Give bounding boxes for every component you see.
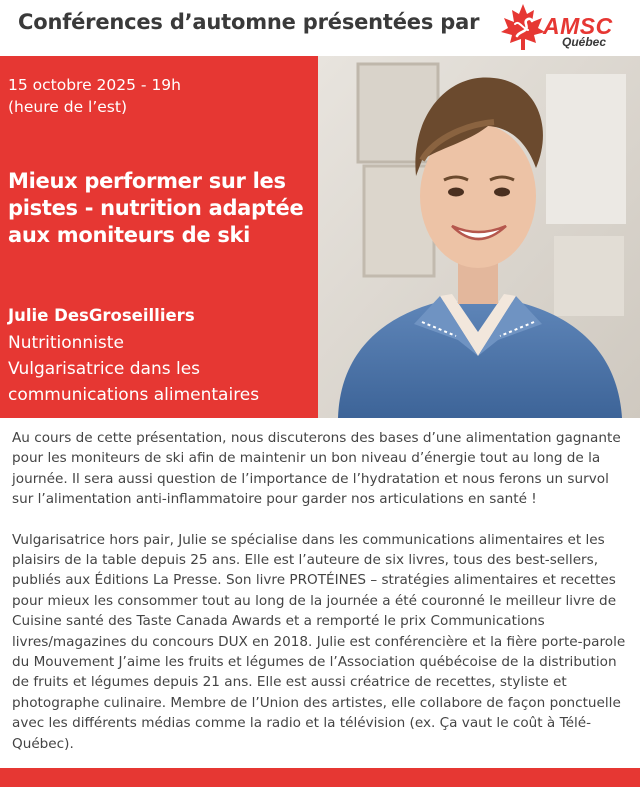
event-timezone: (heure de l’est) [8,98,127,116]
logo-wordmark: AMSC [543,13,613,39]
talk-title: Mieux performer sur les pistes - nutrition adaptée aux moniteurs de ski [8,169,304,247]
footer-bar [0,768,640,787]
header [0,0,640,56]
speaker-roles [8,330,318,408]
header-title: Conférences d’automne présentées par [18,10,480,34]
event-date [8,74,181,118]
speaker-role-1: Nutritionniste [8,333,124,353]
maple-leaf-ski-icon [498,2,548,52]
logo-subtitle: Québec [562,35,607,49]
amsc-logo [498,2,634,52]
description-paragraph-2: Vulgarisatrice hors pair, Julie se spécialise dans les communications alimentaires et les plaisirs de la table depuis 25 ans. Elle est l’auteure de six livres, tous des best-sellers, publiés aux Éditions La Presse. Son livre PROTÉINES – stratégies alimentaires et recettes pour mieux les consommer tout au long de la journée a été couronné le meilleur livre de Cuisine santé des Taste Canada Awards et a remporté le prix Communications livres/magazines du concours DUX en 2018. Julie est conférencière et la fière porte-parole du Mouvement J’aime les fruits et légumes de l’Association québécoise de la distribution de fruits et légumes depuis 21 ans. Elle est aussi créatrice de recettes, styliste et photographe culinaire. Membre de l’Union des artistes, elle collabore de façon ponctuelle avec les différents médias comme la radio et la télévision (ex. Ça vaut le coût à Télé-Québec). [12,531,626,752]
event-date-time: 15 octobre 2025 - 19h [8,76,181,94]
speaker-photo [318,56,640,418]
speaker-role-2: Vulgarisatrice dans les communications alimentaires [8,359,260,405]
description [12,428,634,774]
description-paragraph-1: Au cours de cette présentation, nous discuterons des bases d’une alimentation gagnante pour les moniteurs de ski afin de maintenir un bon niveau d’énergie tout au long de la journée. Il sera aussi question de l’importance de l’hydratation et nous ferons un survol sur l’alimentation anti-inflammatoire pour garder nos articulations en santé ! [12,430,621,508]
speaker-name: Julie DesGroseilliers [8,306,195,325]
